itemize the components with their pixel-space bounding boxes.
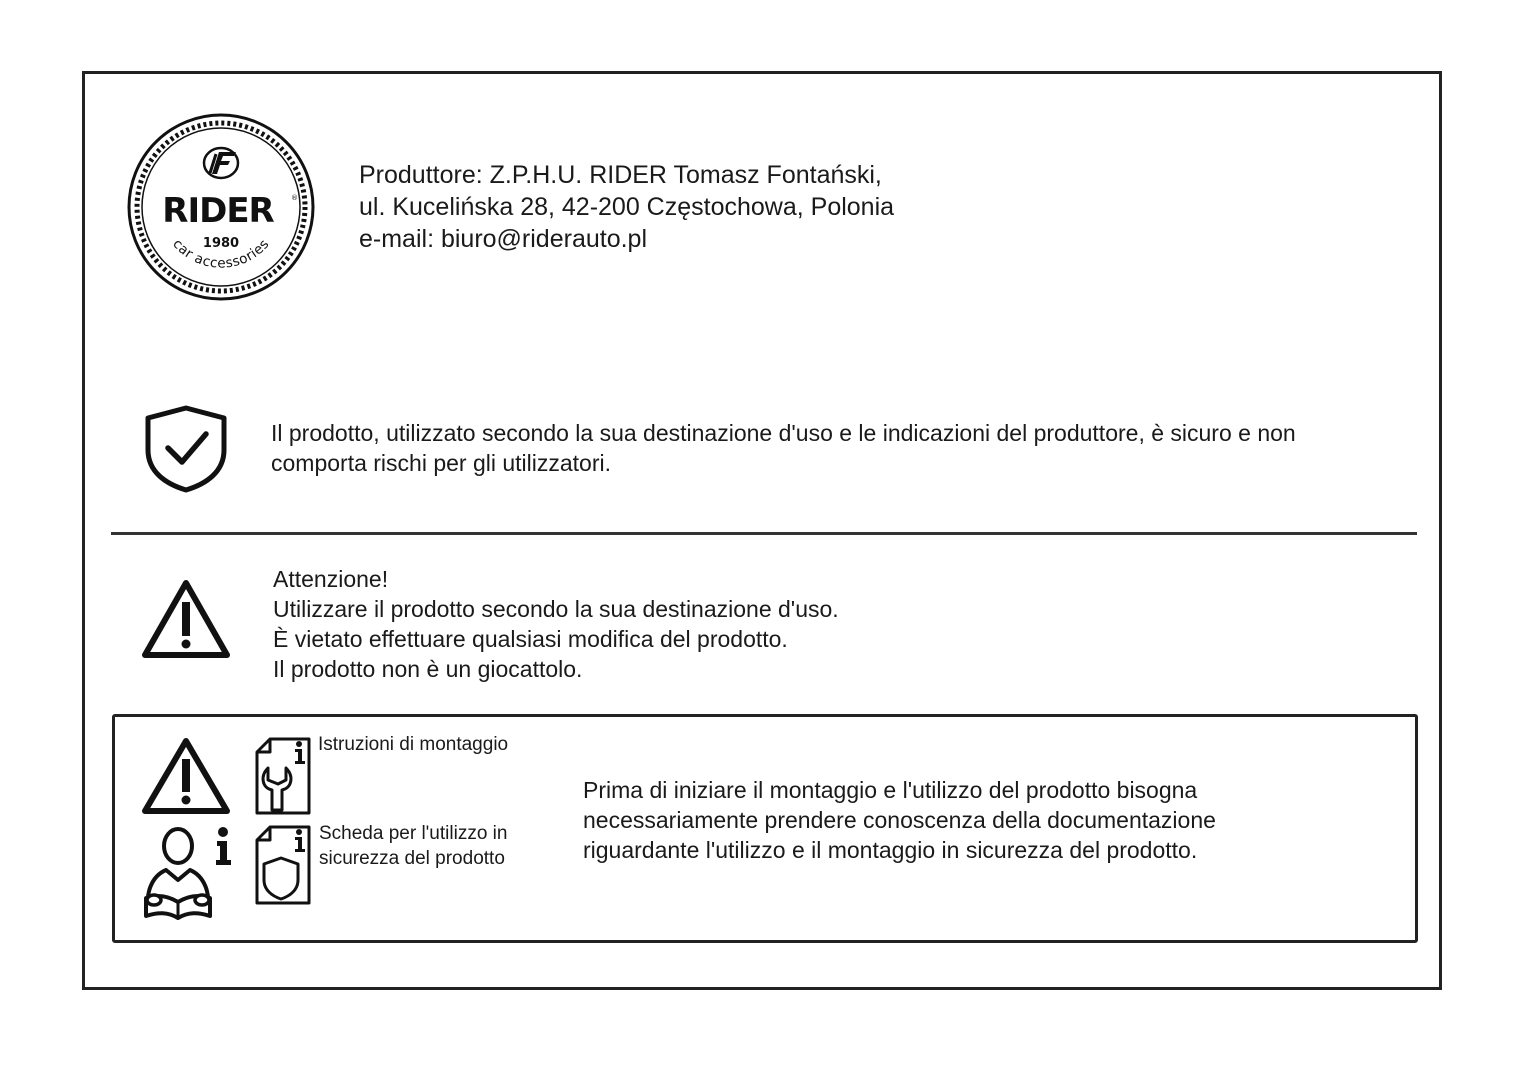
logo-year: 1980 bbox=[202, 236, 240, 251]
warning-title: Attenzione! bbox=[273, 566, 389, 592]
producer-line: Produttore: Z.P.H.U. RIDER Tomasz Fontański, bbox=[359, 161, 882, 189]
safety-sheet-label bbox=[319, 821, 507, 871]
documentation-line: Prima di iniziare il montaggio e l'utilizzo del prodotto bisogna bbox=[583, 777, 1198, 803]
section-divider bbox=[111, 532, 1417, 535]
warning-triangle-icon bbox=[141, 736, 231, 816]
documentation-line: riguardante l'utilizzo e il montaggio in sicurezza del prodotto. bbox=[583, 837, 1198, 863]
mounting-instructions-label: Istruzioni di montaggio bbox=[318, 734, 509, 755]
safety-sheet-icon bbox=[254, 824, 312, 906]
logo-registered: ® bbox=[291, 194, 298, 202]
shield-check-icon bbox=[144, 404, 228, 494]
mounting-instructions-icon bbox=[254, 736, 312, 816]
reader-info-icon bbox=[138, 824, 234, 922]
producer-info bbox=[359, 159, 894, 255]
producer-email: e-mail: biuro@riderauto.pl bbox=[359, 225, 648, 253]
producer-address: ul. Kucelińska 28, 42-200 Częstochowa, Polonia bbox=[359, 193, 895, 221]
logo-brand: RIDER bbox=[162, 191, 274, 231]
warning-line: È vietato effettuare qualsiasi modifica del prodotto. bbox=[273, 626, 788, 652]
safety-sheet-line: sicurezza del prodotto bbox=[319, 848, 505, 869]
warning-triangle-icon bbox=[141, 578, 231, 660]
documentation-text bbox=[583, 775, 1216, 865]
documentation-line: necessariamente prendere conoscenza della documentazione bbox=[583, 807, 1216, 833]
warning-line: Il prodotto non è un giocattolo. bbox=[273, 656, 583, 682]
warning-text bbox=[273, 564, 839, 684]
safety-sheet-line: Scheda per l'utilizzo in bbox=[319, 823, 508, 844]
safety-statement: Il prodotto, utilizzato secondo la sua destinazione d'uso e le indicazioni del produttore, è sicuro e non comporta rischi per gli utilizzatori. bbox=[271, 420, 1296, 476]
logo-tagline: car accessories bbox=[169, 236, 273, 272]
rider-logo bbox=[126, 112, 316, 302]
warning-line: Utilizzare il prodotto secondo la sua destinazione d'uso. bbox=[273, 596, 839, 622]
